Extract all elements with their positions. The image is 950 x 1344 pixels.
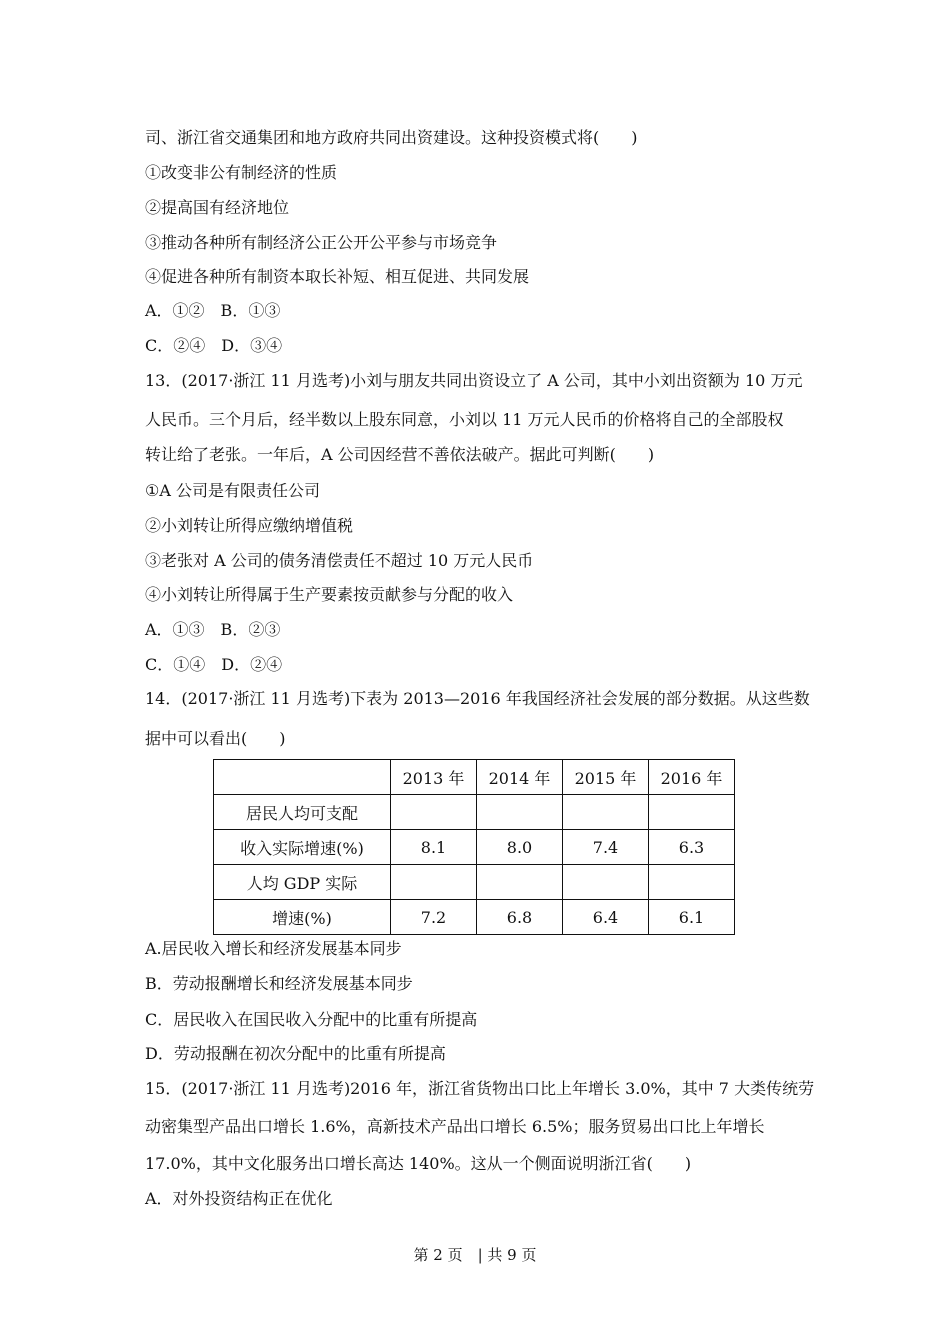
table-cell: 8.1 <box>391 830 477 865</box>
table-cell: 8.0 <box>477 830 563 865</box>
q12-option-ab: A．①② B．①③ <box>145 301 281 320</box>
q15-stem-line-1: 15．(2017·浙江 11 月选考)2016 年，浙江省货物出口比上年增长 3.0%，其中 7 大类传统劳 <box>145 1079 815 1098</box>
page-footer: 第 2 页 | 共 9 页 <box>413 1246 537 1264</box>
q13-item-2: ②小刘转让所得应缴纳增值税 <box>145 516 354 535</box>
q13-item-4: ④小刘转让所得属于生产要素按贡献参与分配的收入 <box>145 585 514 604</box>
q14-option-d: D．劳动报酬在初次分配中的比重有所提高 <box>145 1044 446 1063</box>
q13-stem-line-1: 13．(2017·浙江 11 月选考)小刘与朋友共同出资设立了 A 公司，其中小刘出资额为 10 万元 <box>145 371 803 390</box>
table-row <box>214 865 735 900</box>
table-header-cell: 2014 年 <box>477 760 563 795</box>
q14-option-a: A.居民收入增长和经济发展基本同步 <box>145 939 402 958</box>
q13-item-1: ①A 公司是有限责任公司 <box>145 481 320 500</box>
table-row <box>214 830 735 865</box>
q12-stem-tail: 司、浙江省交通集团和地方政府共同出资建设。这种投资模式将( ) <box>145 128 638 147</box>
q15-stem-line-3: 17.0%，其中文化服务出口增长高达 140%。这从一个侧面说明浙江省( ) <box>145 1154 692 1173</box>
q12-item-2: ②提高国有经济地位 <box>145 198 290 217</box>
q12-item-4: ④促进各种所有制资本取长补短、相互促进、共同发展 <box>145 267 530 286</box>
table-cell: 6.3 <box>649 830 735 865</box>
table-cell: 7.4 <box>563 830 649 865</box>
q12-item-1: ①改变非公有制经济的性质 <box>145 163 338 182</box>
table-row <box>214 900 735 935</box>
table-cell: 6.1 <box>649 900 735 935</box>
table-cell: 7.2 <box>391 900 477 935</box>
table-cell <box>391 865 477 900</box>
table-row <box>214 795 735 830</box>
q13-option-ab: A．①③ B．②③ <box>145 620 281 639</box>
table-header-row <box>214 760 735 795</box>
q12-item-3: ③推动各种所有制经济公正公开公平参与市场竞争 <box>145 233 498 252</box>
table-cell: 6.4 <box>563 900 649 935</box>
table-cell: 人均 GDP 实际 <box>214 865 391 900</box>
q14-option-c: C．居民收入在国民收入分配中的比重有所提高 <box>145 1010 478 1029</box>
q15-option-a: A．对外投资结构正在优化 <box>145 1189 333 1208</box>
q13-stem-line-2: 人民币。三个月后，经半数以上股东同意，小刘以 11 万元人民币的价格将自己的全部股权 <box>145 410 784 429</box>
table-cell <box>477 795 563 830</box>
q14-option-b: B．劳动报酬增长和经济发展基本同步 <box>145 974 413 993</box>
q15-stem-line-2: 动密集型产品出口增长 1.6%，高新技术产品出口增长 6.5%；服务贸易出口比上年增长 <box>145 1117 765 1136</box>
table-cell <box>477 865 563 900</box>
table-cell <box>563 795 649 830</box>
table-cell: 收入实际增速(%) <box>214 830 391 865</box>
table-cell <box>391 795 477 830</box>
table-header-cell: 2015 年 <box>563 760 649 795</box>
table-header-cell <box>214 760 391 795</box>
table-cell <box>563 865 649 900</box>
table-cell: 6.8 <box>477 900 563 935</box>
table-header-cell: 2013 年 <box>391 760 477 795</box>
table-header-cell: 2016 年 <box>649 760 735 795</box>
q14-data-table <box>213 759 735 935</box>
q14-stem-line-1: 14．(2017·浙江 11 月选考)下表为 2013—2016 年我国经济社会发展的部分数据。从这些数 <box>145 689 810 708</box>
q13-item-3: ③老张对 A 公司的债务清偿责任不超过 10 万元人民币 <box>145 551 534 570</box>
table-cell: 居民人均可支配 <box>214 795 391 830</box>
table-cell <box>649 795 735 830</box>
q12-option-cd: C．②④ D．③④ <box>145 336 283 355</box>
q13-stem-line-3: 转让给了老张。一年后，A 公司因经营不善依法破产。据此可判断( ) <box>145 445 655 464</box>
q13-option-cd: C．①④ D．②④ <box>145 655 283 674</box>
table-cell: 增速(%) <box>214 900 391 935</box>
q14-stem-line-2: 据中可以看出( ) <box>145 729 286 748</box>
table-cell <box>649 865 735 900</box>
